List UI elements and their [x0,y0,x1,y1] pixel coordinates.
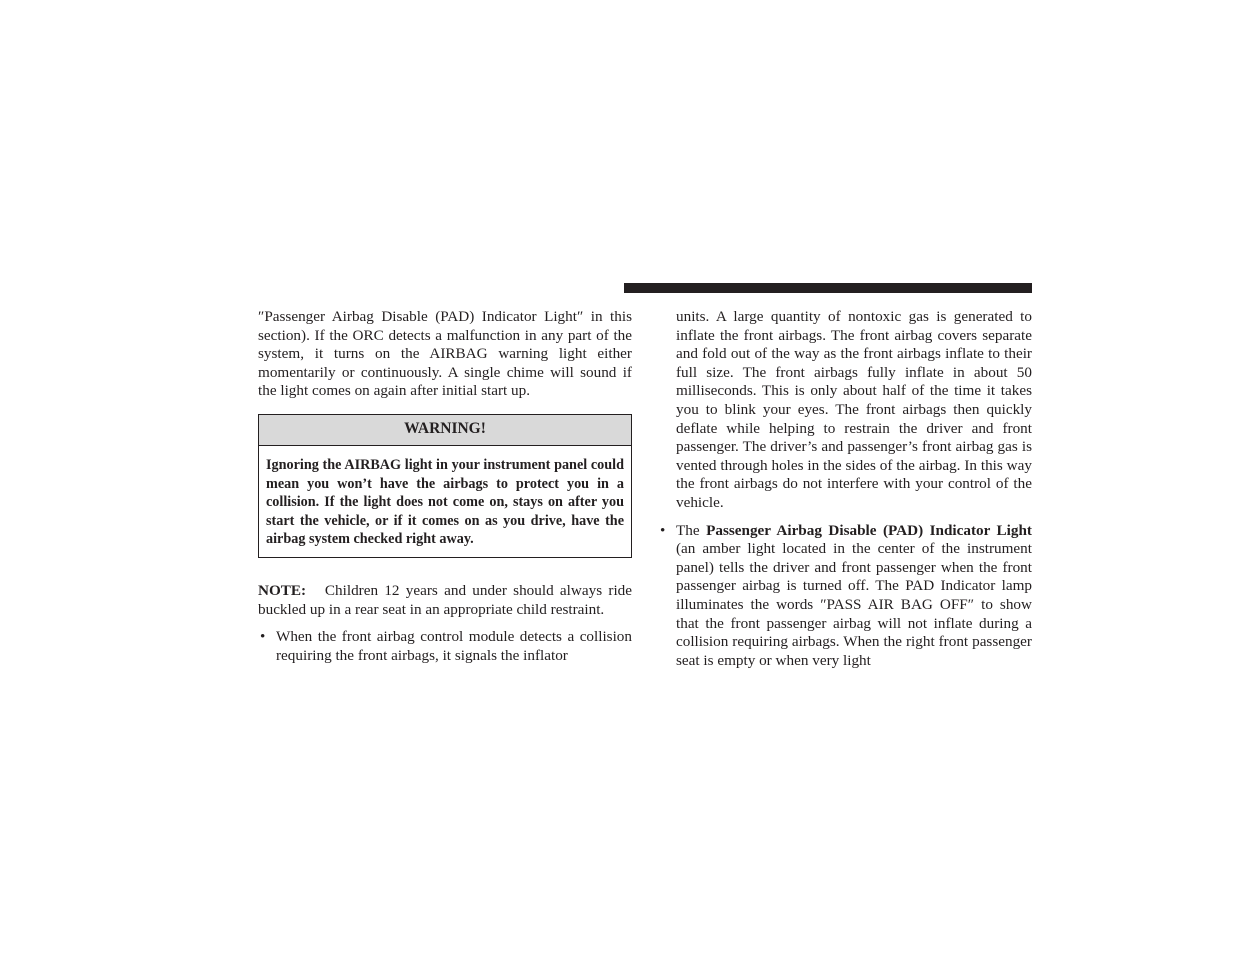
warning-title: WARNING! [259,415,631,446]
continued-paragraph: units. A large quantity of nontoxic gas is generated to inflate the front airbags. The front airbag covers separate and fold out of the way as the front airbags inflate to their full size. The front airbags fully inflate in about 50 milliseconds. This is only about half of the time it takes you to blink your eyes. The front airbags then quickly deflate while helping to restrain the driver and front passenger. The driver’s and passenger’s front airbag gas is vented through holes in the sides of the airbag. In this way the front airbags do not interfere with your control of the vehicle. [676,308,1032,511]
bullet-rest: (an amber light located in the center of the instrument panel) tells the driver and front passenger when the front passenger airbag is turned off. The PAD Indicator lamp illuminates the words ″PASS AIR BAG OFF″ to show that the front passenger airbag will not inflate during a collision requiring airbags. When the right front passenger seat is empty or when very light [676,540,1032,669]
header-rule [624,283,1032,293]
right-column [660,308,1032,670]
list-item [658,522,1032,671]
intro-paragraph: ″Passenger Airbag Disable (PAD) Indicator Light″ in this section). If the ORC detects a malfunction in any part of the system, it turns on the AIRBAG warning light either momentarily or continuously. A single chime will sound if the light comes on again after initial start up. [258,308,632,400]
bullet-icon: • [260,628,266,646]
bullet-bold-term: Passenger Airbag Disable (PAD) Indicator Light [706,521,1032,539]
left-column [258,308,632,665]
warning-box [258,414,632,558]
note-text: Children 12 years and under should always ride buckled up in a rear seat in an appropriate child restraint. [258,581,632,618]
bullet-text: When the front airbag control module detects a collision requiring the front airbags, it signals the inflator [276,628,632,664]
note-paragraph [258,582,632,619]
list-item [258,628,632,665]
bullet-icon: • [660,521,666,539]
warning-text: Ignoring the AIRBAG light in your instrument panel could mean you won’t have the airbags to protect you in a collision. If the light does not come on, stays on after you start the vehicle, or if it comes on as you drive, have the airbag system checked right away. [266,456,624,548]
note-label: NOTE: [258,581,307,599]
bullet-prefix: The [676,521,707,539]
